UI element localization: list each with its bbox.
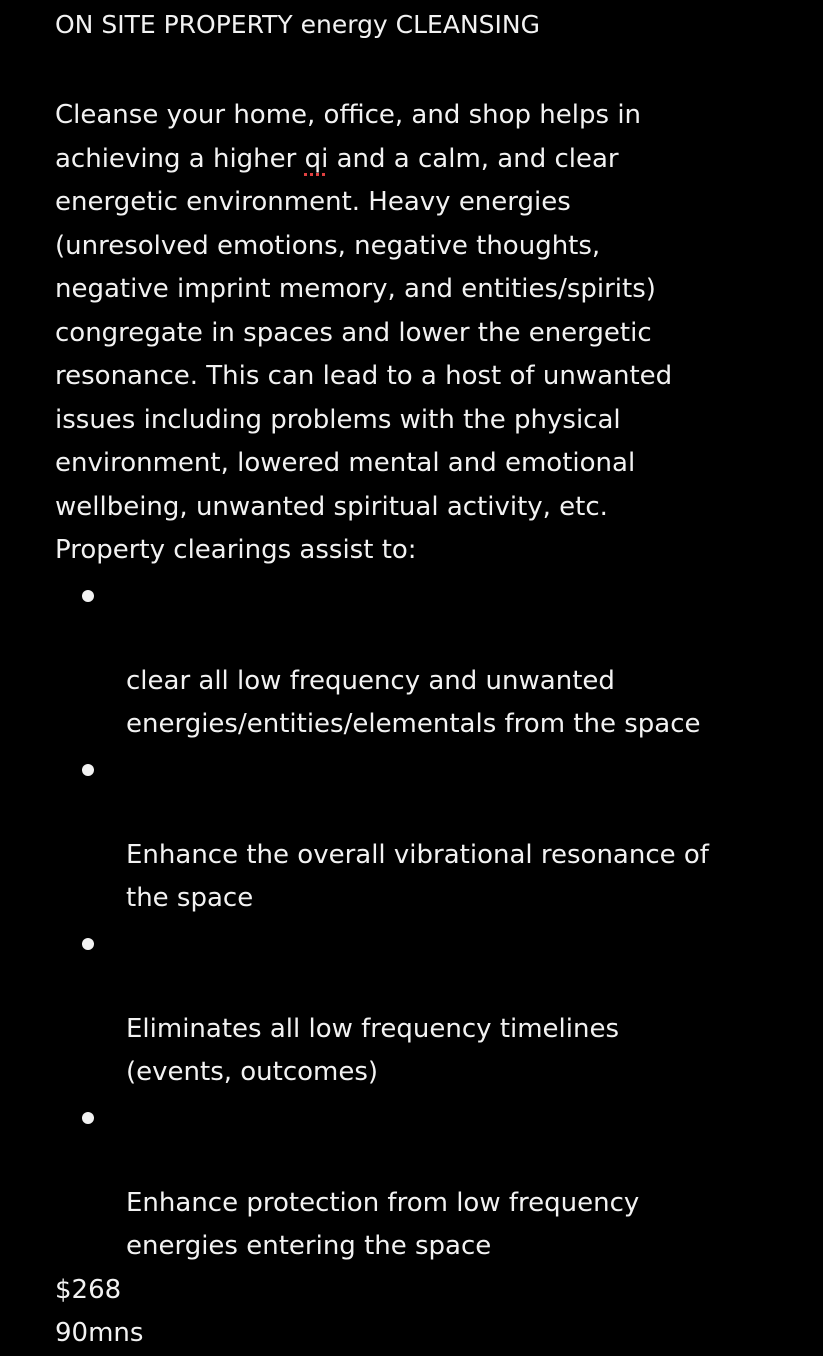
spellcheck-word-qi[interactable]: qi xyxy=(304,143,329,174)
bullet-item xyxy=(55,921,795,1095)
bullet-dot-icon xyxy=(82,590,94,602)
bullet-text: Enhance the overall vibrational resonance of the space xyxy=(126,839,709,913)
bullet-dot-icon xyxy=(82,764,94,776)
bullet-text: Eliminates all low frequency timelines (events, outcomes) xyxy=(126,1013,620,1087)
bullet-item xyxy=(55,747,795,921)
price: $268 xyxy=(55,1274,122,1305)
bullet-dot-icon xyxy=(82,1112,94,1124)
bullet-text: clear all low frequency and unwanted energies/entities/elementals from the space xyxy=(126,665,701,739)
bullet-item xyxy=(55,1095,795,1269)
bullet-list xyxy=(55,573,795,1269)
intro-text-end: and a calm, and clear energetic environment. Heavy energies (unresolved emotions, negative thoughts, negative imprint memory, and entities/spirits) congregate in spaces and lower the energetic resonance. This can lead to a host of unwanted issues including problems with the physical environment, lowered mental and emotional wellbeing, unwanted spiritual activity, etc. xyxy=(55,143,673,522)
intro-paragraph xyxy=(55,94,795,529)
duration: 90mns xyxy=(55,1318,144,1348)
list-intro: Property clearings assist to: xyxy=(55,535,417,565)
document-title: ON SITE PROPERTY energy CLEANSING xyxy=(55,10,540,39)
note-body xyxy=(55,6,795,1356)
bullet-text: Enhance protection from low frequency energies entering the space xyxy=(126,1187,640,1261)
intro-text-start: Cleanse your home, office, and shop helps in achieving a higher xyxy=(55,100,642,174)
bullet-dot-icon xyxy=(82,938,94,950)
bullet-item xyxy=(55,573,795,747)
blank-line xyxy=(55,44,795,94)
